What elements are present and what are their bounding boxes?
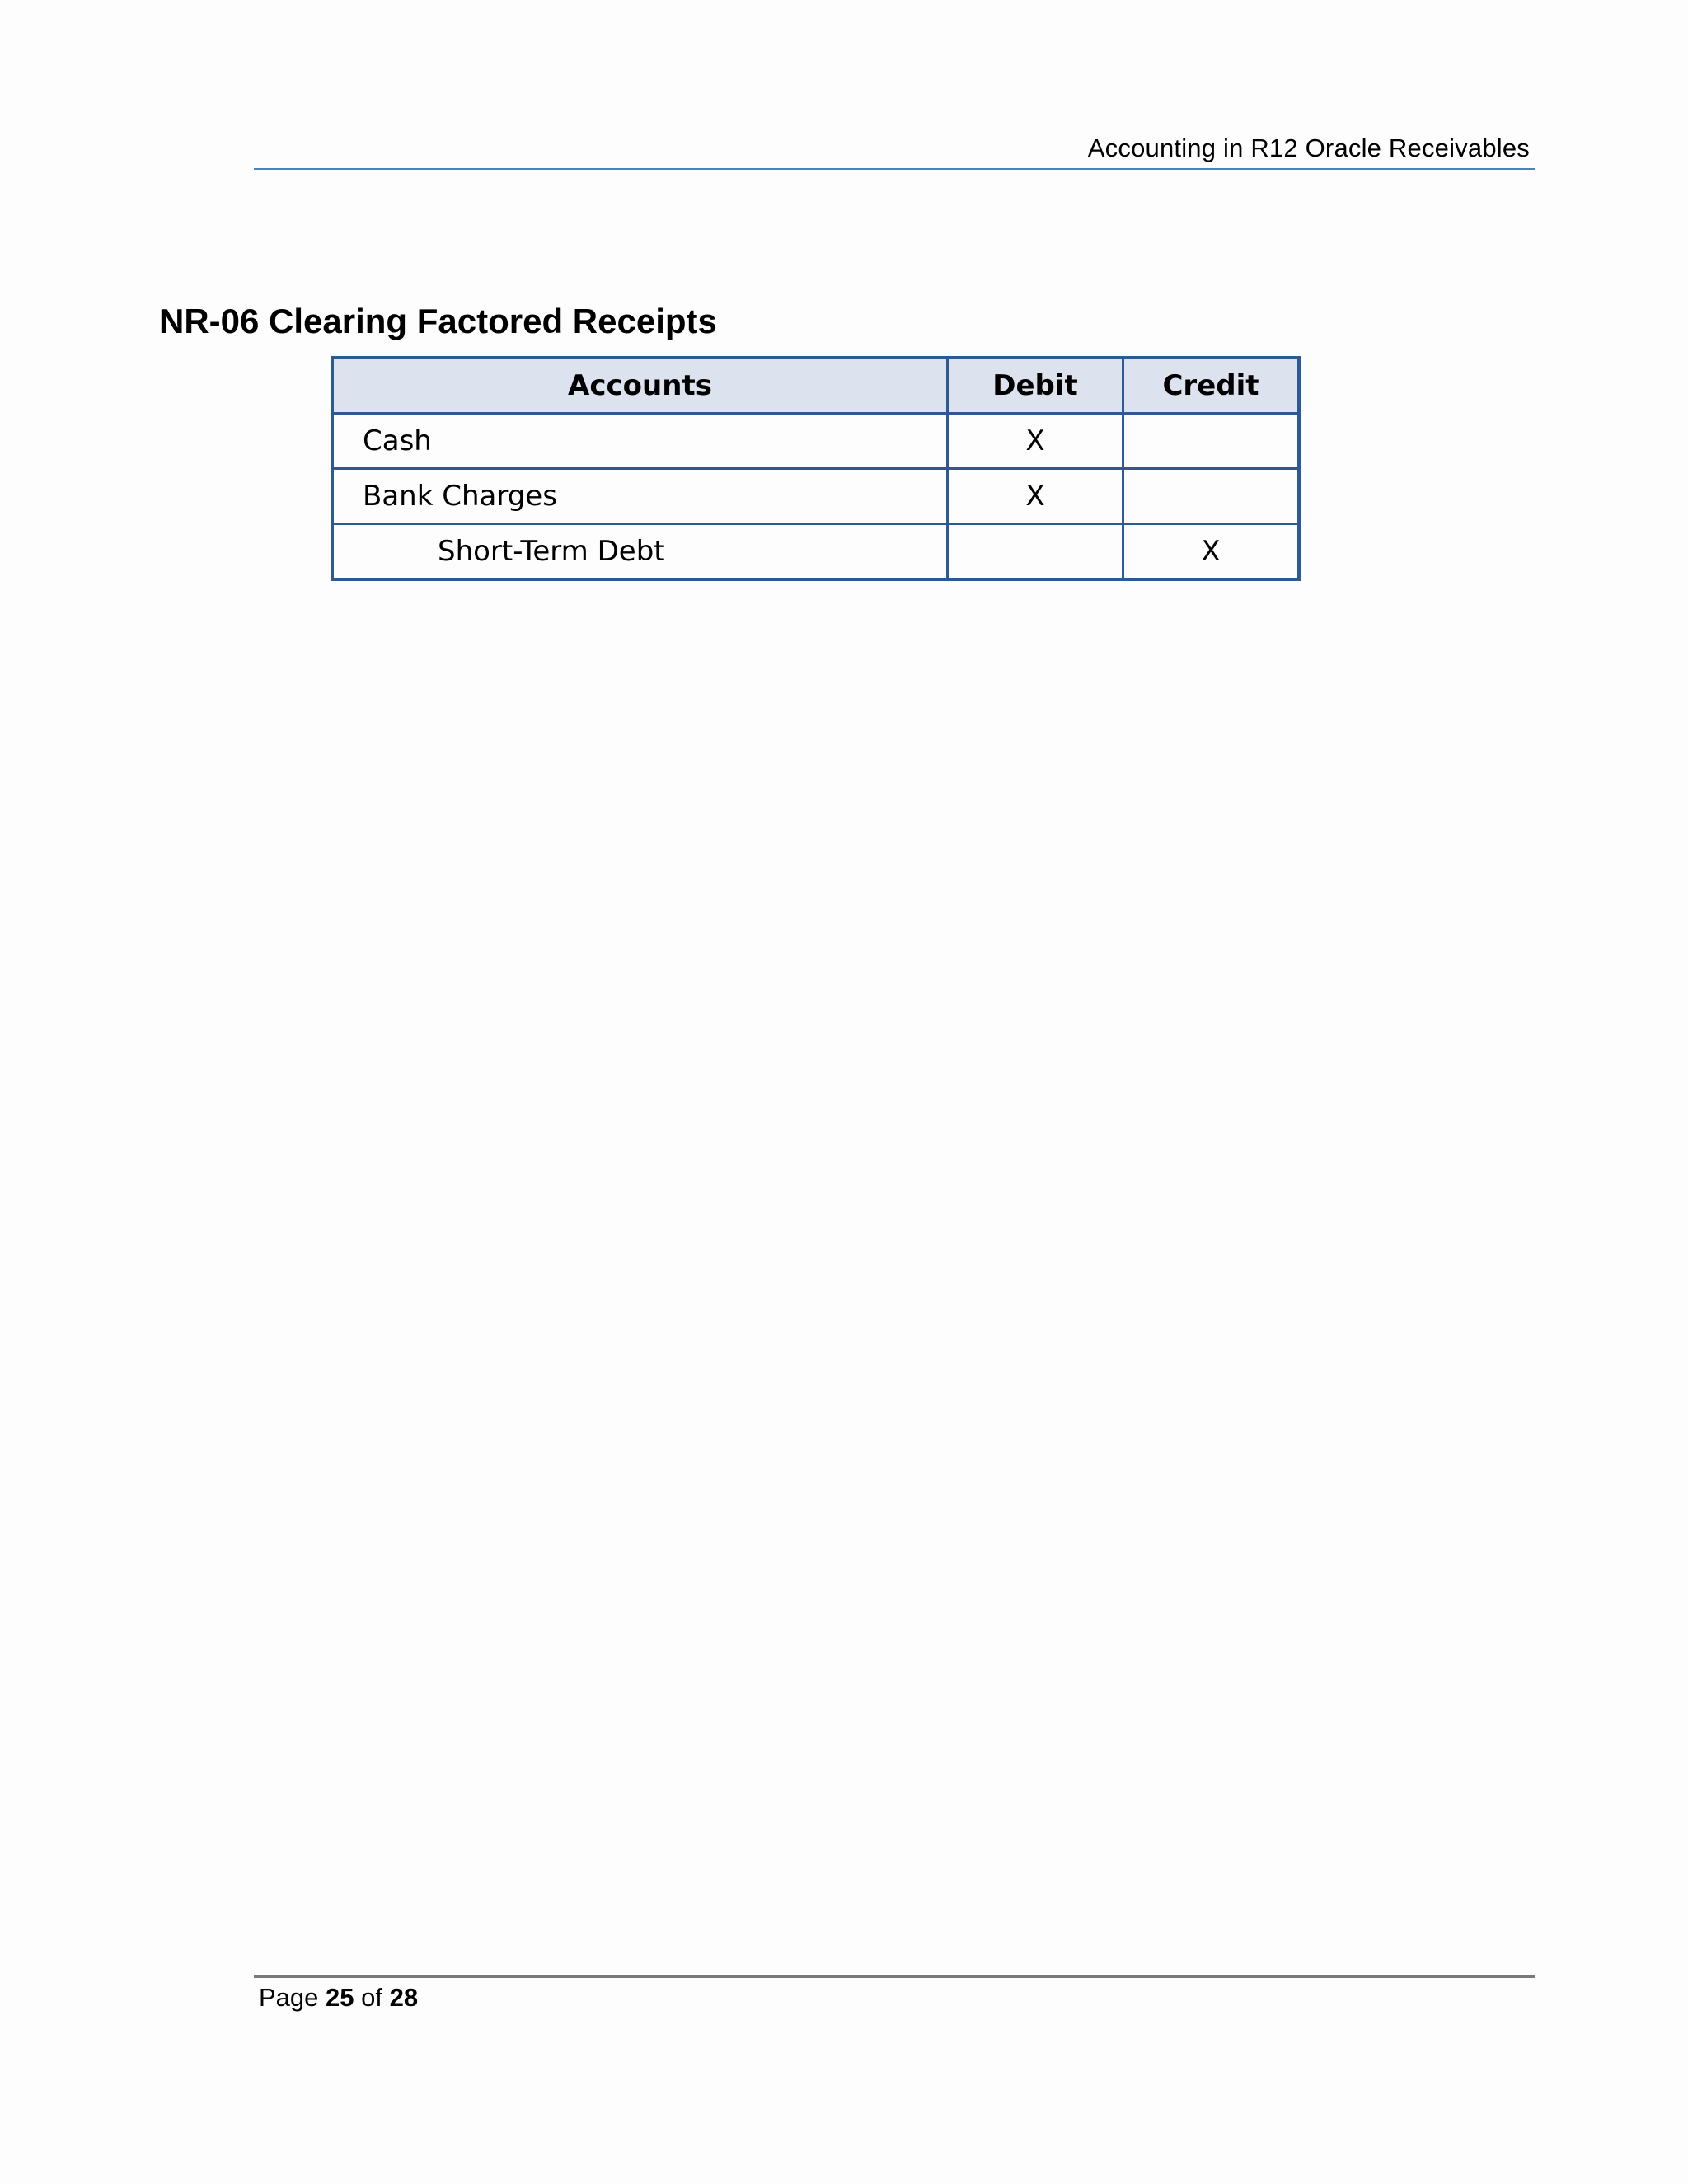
current-page-number: 25 (326, 1983, 354, 2012)
table-row (332, 524, 1299, 580)
column-header-debit: Debit (948, 358, 1123, 414)
table-row (332, 414, 1299, 469)
credit-cell (1123, 469, 1300, 524)
page-footer (254, 1975, 1535, 2012)
page-prefix: Page (259, 1983, 319, 2012)
credit-cell (1123, 414, 1300, 469)
column-header-credit: Credit (1123, 358, 1300, 414)
account-cell: Bank Charges (332, 469, 948, 524)
table-header-row (332, 358, 1299, 414)
debit-cell: X (948, 414, 1123, 469)
section-heading: NR-06 Clearing Factored Receipts (159, 302, 717, 340)
account-cell: Short-Term Debt (332, 524, 948, 580)
debit-cell (948, 524, 1123, 580)
account-cell: Cash (332, 414, 948, 469)
total-pages-number: 28 (389, 1983, 419, 2012)
column-header-accounts: Accounts (332, 358, 948, 414)
debit-cell: X (948, 469, 1123, 524)
table-row (332, 469, 1299, 524)
page-number (259, 1983, 418, 2013)
journal-entry-table (331, 356, 1301, 581)
page-of-label: of (361, 1983, 382, 2012)
document-title: Accounting in R12 Oracle Receivables (1087, 134, 1530, 162)
page-header (254, 130, 1535, 170)
credit-cell: X (1123, 524, 1300, 580)
